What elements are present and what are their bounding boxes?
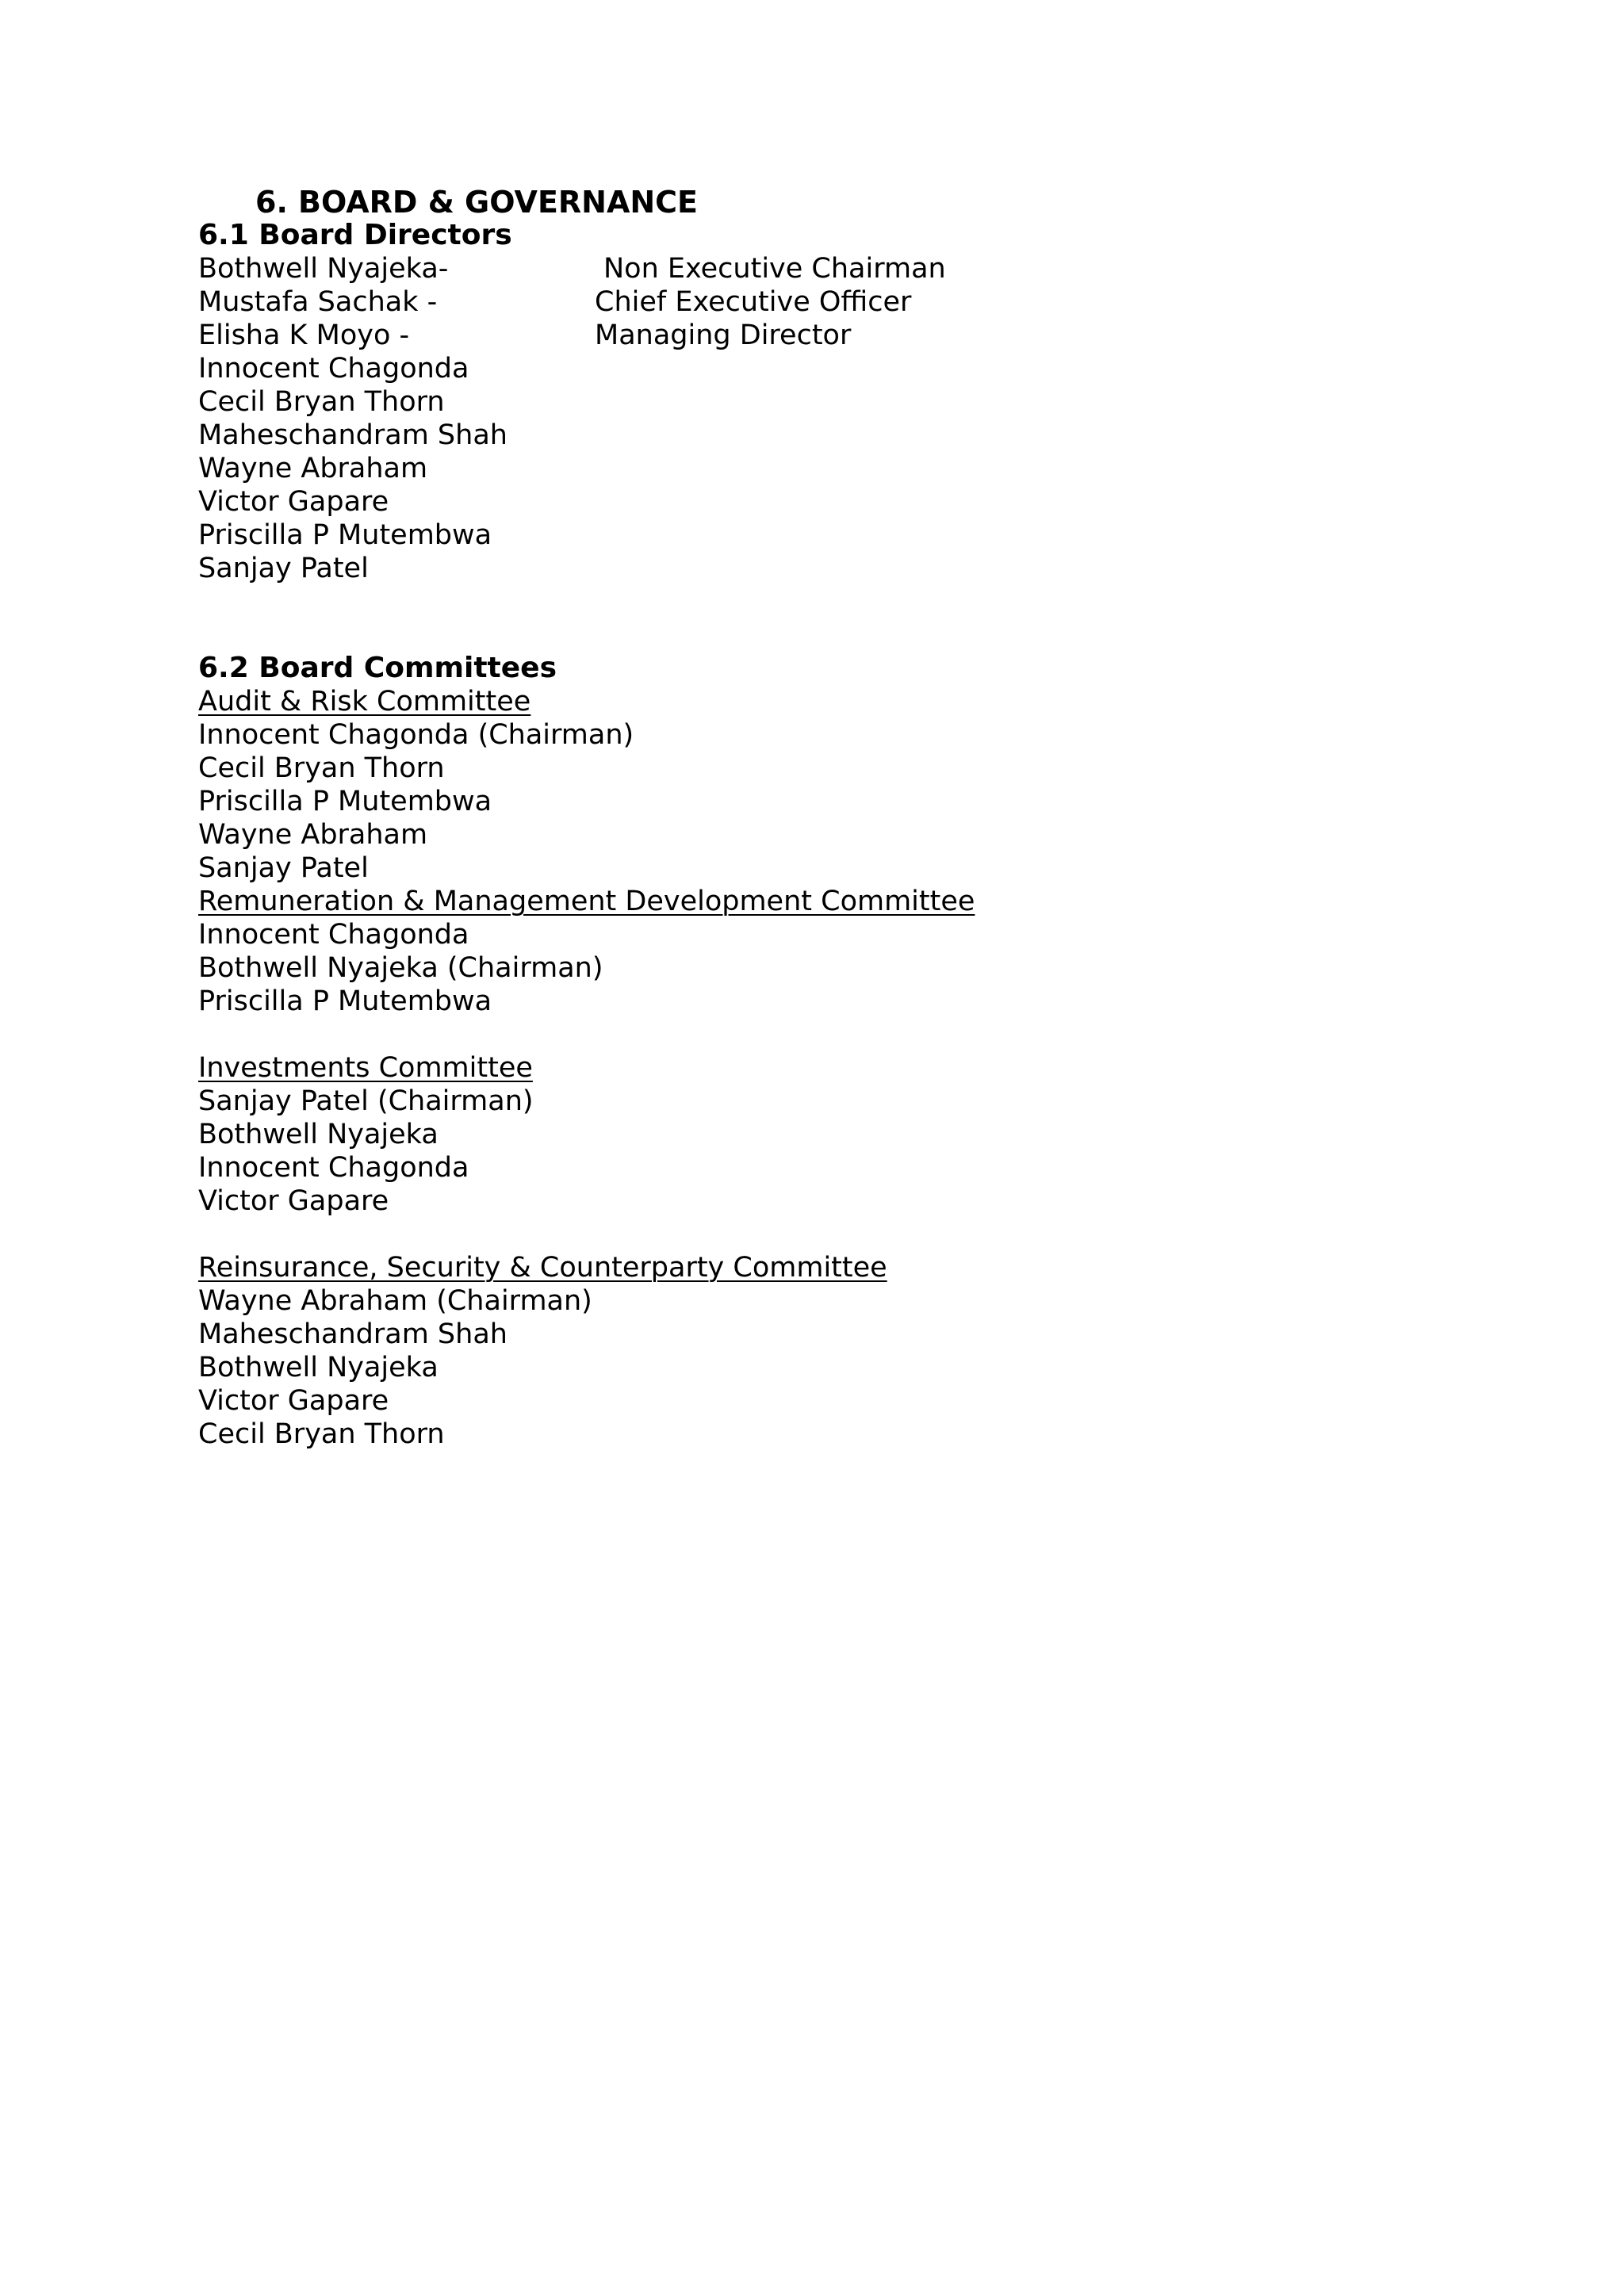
director-name: Bothwell Nyajeka-	[198, 253, 449, 285]
director-name: Wayne Abraham	[198, 453, 428, 484]
committee-member: Innocent Chagonda	[198, 919, 469, 951]
document-content	[198, 186, 1546, 1451]
director-row	[198, 319, 1546, 352]
board-committees-heading: 6.2 Board Committees	[198, 652, 557, 684]
committee-member: Sanjay Patel (Chairman)	[198, 1085, 534, 1117]
director-name: Cecil Bryan Thorn	[198, 386, 445, 418]
spacer	[198, 1018, 1546, 1051]
investments-committee-title: Investments Committee	[198, 1052, 533, 1084]
committee-member: Bothwell Nyajeka (Chairman)	[198, 952, 603, 984]
committee-member: Priscilla P Mutembwa	[198, 985, 492, 1017]
director-name: Sanjay Patel	[198, 553, 369, 584]
committee-member: Innocent Chagonda	[198, 1152, 469, 1184]
director-name: Priscilla P Mutembwa	[198, 519, 492, 551]
director-row	[198, 252, 1546, 285]
section-number: 6.	[255, 185, 288, 220]
board-directors-heading: 6.1 Board Directors	[198, 219, 512, 251]
director-row	[198, 285, 1546, 319]
committee-member: Innocent Chagonda (Chairman)	[198, 719, 634, 751]
committee-member: Sanjay Patel	[198, 852, 369, 884]
committee-member: Bothwell Nyajeka	[198, 1352, 439, 1383]
spacer	[198, 1218, 1546, 1251]
director-name: Innocent Chagonda	[198, 353, 469, 385]
director-name: Elisha K Moyo -	[198, 320, 410, 351]
director-role: Non Executive Chairman	[603, 253, 946, 285]
committee-member: Bothwell Nyajeka	[198, 1119, 439, 1150]
section-title: BOARD & GOVERNANCE	[298, 185, 699, 220]
director-name: Mustafa Sachak -	[198, 286, 438, 318]
director-role: Managing Director	[595, 320, 852, 351]
reinsurance-committee-title: Reinsurance, Security & Counterparty Committee	[198, 1252, 887, 1284]
committee-member: Victor Gapare	[198, 1385, 389, 1417]
director-role: Chief Executive Officer	[595, 286, 912, 318]
committee-member: Priscilla P Mutembwa	[198, 786, 492, 817]
director-name: Victor Gapare	[198, 486, 389, 518]
committee-member: Victor Gapare	[198, 1185, 389, 1217]
director-name: Maheschandram Shah	[198, 419, 508, 451]
committee-member: Cecil Bryan Thorn	[198, 1418, 445, 1450]
spacer	[198, 585, 1546, 652]
remuneration-committee-title: Remuneration & Management Development Committee	[198, 886, 975, 917]
committee-member: Wayne Abraham (Chairman)	[198, 1285, 592, 1317]
committee-member: Cecil Bryan Thorn	[198, 752, 445, 784]
committee-member: Maheschandram Shah	[198, 1318, 508, 1350]
section-heading	[198, 186, 1546, 219]
audit-committee-title: Audit & Risk Committee	[198, 686, 531, 718]
committee-member: Wayne Abraham	[198, 819, 428, 851]
